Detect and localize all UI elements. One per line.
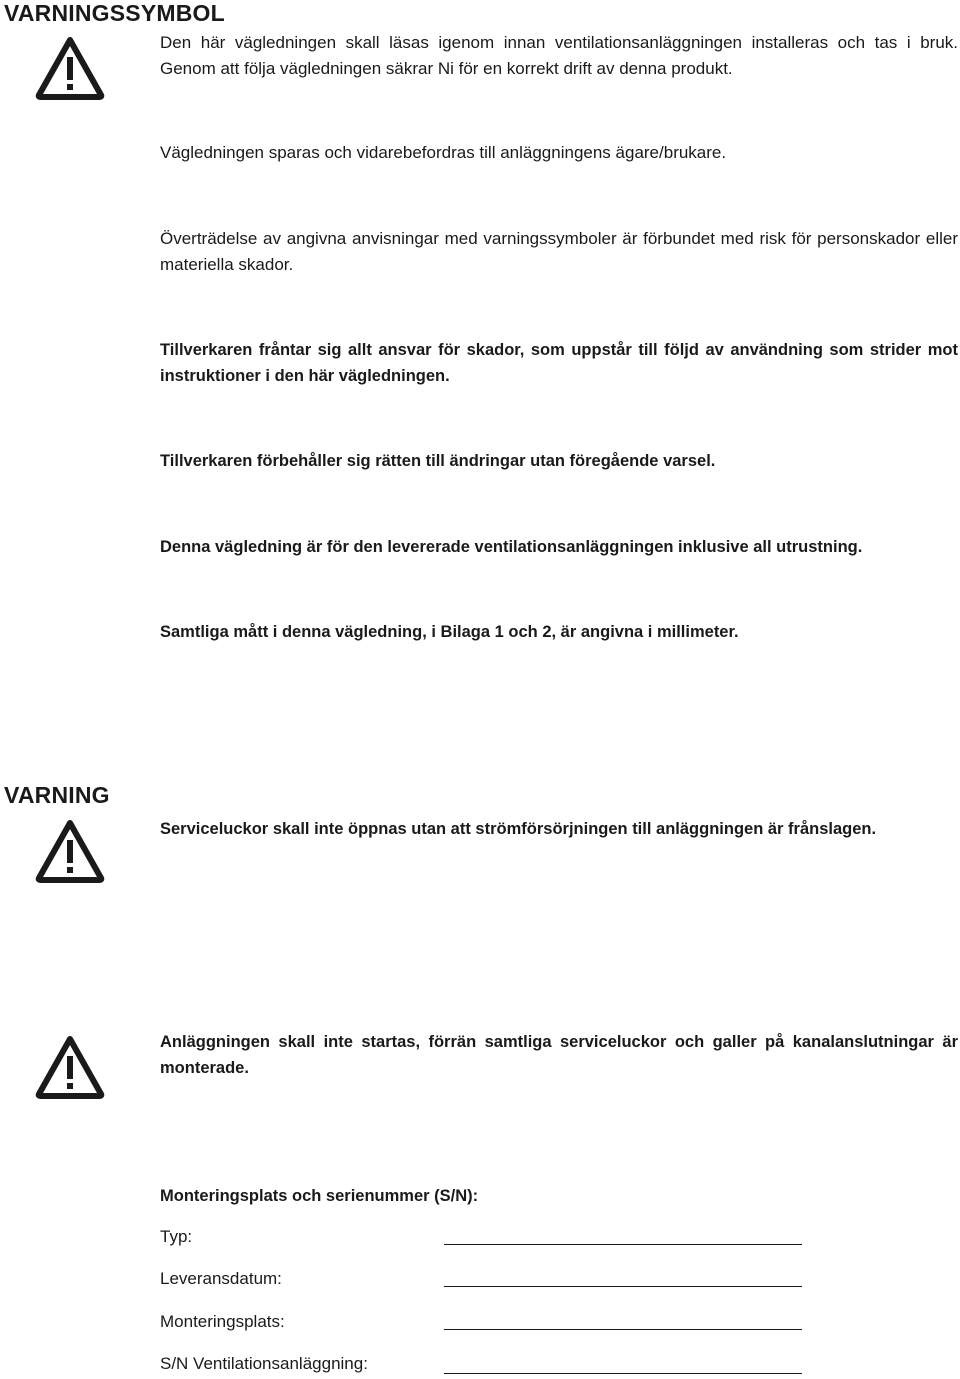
warning-triangle-icon xyxy=(35,35,105,101)
warning-triangle-icon xyxy=(35,818,105,884)
intro-paragraph: Den här vägledningen skall läsas igenom innan ventilationsanläggningen installeras och tas i bruk. Genom att följa vägledningen säkrar Ni för en korrekt drift av denna produkt. xyxy=(160,33,958,78)
field-line-leveransdatum[interactable] xyxy=(444,1286,802,1287)
field-label-monteringsplats: Monteringsplats: xyxy=(160,1312,285,1331)
form-title: Monteringsplats och serienummer (S/N): xyxy=(160,1187,479,1205)
section-heading-varning: VARNING xyxy=(4,782,110,808)
field-label-typ: Typ: xyxy=(160,1227,193,1246)
section-heading-varningssymbol: VARNINGSSYMBOL xyxy=(4,0,225,26)
units-paragraph: Samtliga mått i denna vägledning, i Bilaga 1 och 2, är angivna i millimeter. xyxy=(160,623,739,641)
changes-reserved-paragraph: Tillverkaren förbehåller sig rätten till ändringar utan föregående varsel. xyxy=(160,452,716,470)
warning-triangle-icon xyxy=(35,1034,105,1100)
field-label-serial-number: S/N Ventilationsanläggning: xyxy=(160,1354,368,1373)
scope-paragraph: Denna vägledning är för den levererade ventilationsanläggningen inklusive all utrustning. xyxy=(160,538,863,556)
field-line-monteringsplats[interactable] xyxy=(444,1329,802,1330)
field-line-typ[interactable] xyxy=(444,1244,802,1245)
retain-guide-paragraph: Vägledningen sparas och vidarebefordras till anläggningens ägare/brukare. xyxy=(160,143,727,162)
service-hatch-warning: Serviceluckor skall inte öppnas utan att strömförsörjningen till anläggningen är frånslagen. xyxy=(160,820,877,838)
field-label-leveransdatum: Leveransdatum: xyxy=(160,1269,282,1288)
field-line-serial-number[interactable] xyxy=(444,1373,802,1374)
liability-paragraph: Tillverkaren fråntar sig allt ansvar för skador, som uppstår till följd av användning som strider mot instruktioner i den här vägledningen. xyxy=(160,341,958,385)
startup-warning: Anläggningen skall inte startas, förrän samtliga serviceluckor och galler på kanalanslutningar är monterade. xyxy=(160,1033,958,1077)
violation-risk-paragraph: Överträdelse av angivna anvisningar med varningssymboler är förbundet med risk för personskador eller materiella skador. xyxy=(160,229,958,274)
